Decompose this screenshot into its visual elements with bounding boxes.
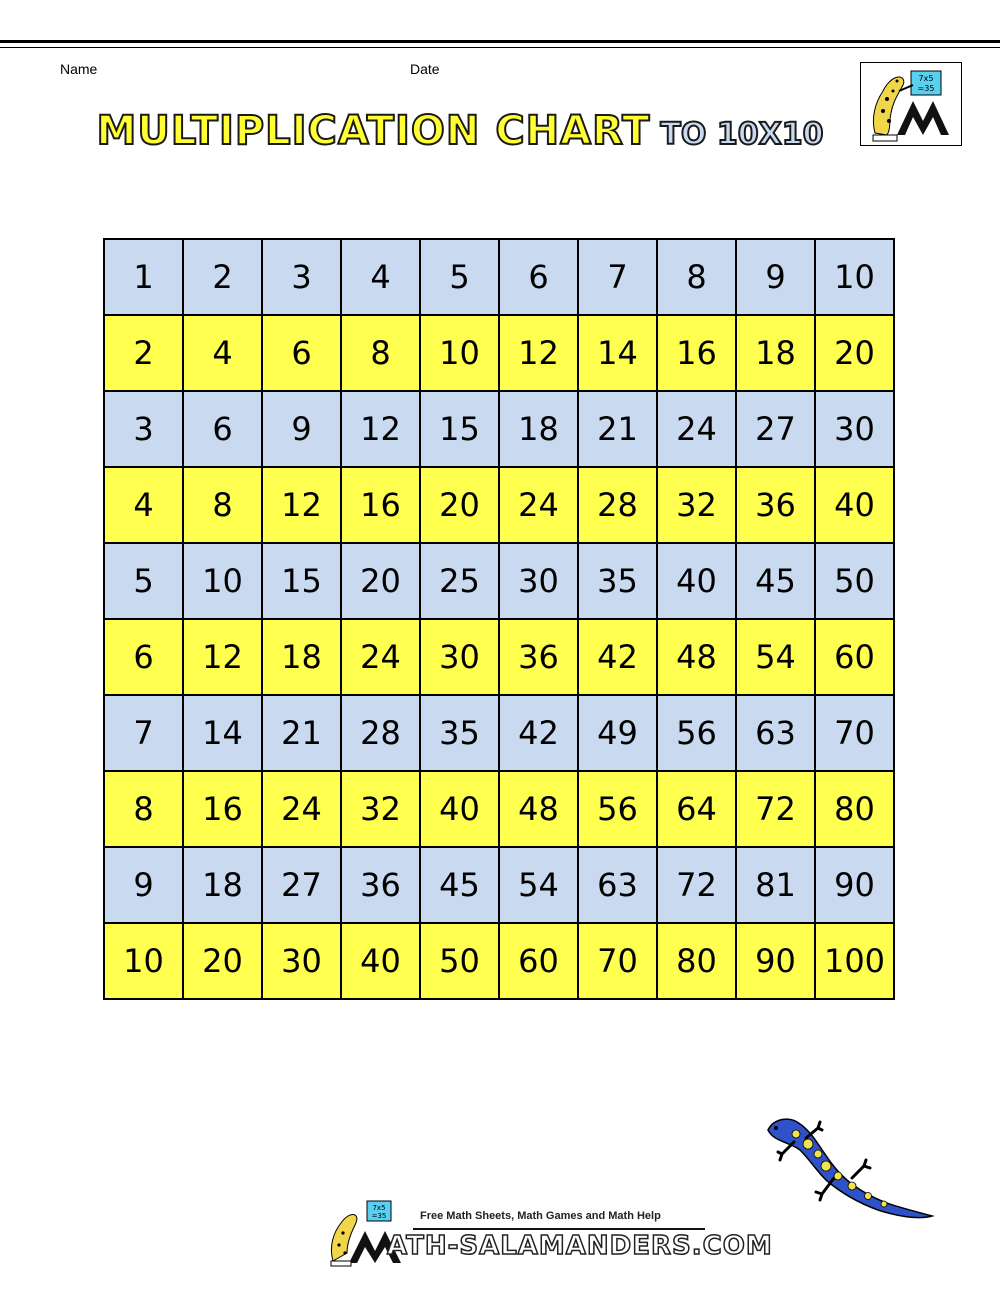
grid-cell: 5 [420,239,499,315]
grid-cell: 20 [420,467,499,543]
grid-cell: 42 [578,619,657,695]
grid-cell: 35 [578,543,657,619]
grid-cell: 8 [104,771,183,847]
grid-cell: 18 [736,315,815,391]
title-sub: TO 10X10 [660,117,824,152]
grid-cell: 56 [657,695,736,771]
grid-cell: 72 [657,847,736,923]
grid-cell: 54 [736,619,815,695]
grid-cell: 6 [499,239,578,315]
grid-row [104,923,894,999]
grid-cell: 36 [736,467,815,543]
grid-cell: 3 [104,391,183,467]
grid-cell: 30 [499,543,578,619]
grid-cell: 12 [262,467,341,543]
grid-cell: 20 [815,315,894,391]
mini-eq-line2: =35 [371,1212,387,1220]
grid-cell: 16 [341,467,420,543]
grid-cell: 27 [736,391,815,467]
grid-cell: 45 [736,543,815,619]
footer-site-name: ATH-SALAMANDERS.COM [387,1231,773,1261]
grid-cell: 64 [657,771,736,847]
grid-cell: 21 [578,391,657,467]
grid-cell: 56 [578,771,657,847]
grid-cell: 28 [578,467,657,543]
grid-cell: 50 [420,923,499,999]
footer-brand [325,1195,773,1270]
grid-row [104,695,894,771]
grid-cell: 7 [104,695,183,771]
grid-cell: 16 [183,771,262,847]
logo-graphic [861,63,961,145]
date-label: Date [410,61,440,77]
grid-cell: 48 [657,619,736,695]
grid-cell: 40 [341,923,420,999]
grid-cell: 9 [104,847,183,923]
grid-cell: 6 [183,391,262,467]
grid-cell: 24 [657,391,736,467]
grid-cell: 28 [341,695,420,771]
grid-cell: 45 [420,847,499,923]
grid-cell: 10 [104,923,183,999]
grid-cell: 48 [499,771,578,847]
grid-cell: 90 [736,923,815,999]
grid-row [104,467,894,543]
grid-cell: 21 [262,695,341,771]
grid-cell: 70 [815,695,894,771]
grid-cell: 8 [341,315,420,391]
grid-cell: 15 [262,543,341,619]
salamander-logo [860,62,962,146]
grid-cell: 10 [183,543,262,619]
grid-row [104,315,894,391]
footer-tagline: Free Math Sheets, Math Games and Math Help [420,1210,661,1222]
grid-cell: 35 [420,695,499,771]
grid-cell: 40 [657,543,736,619]
grid-cell: 30 [262,923,341,999]
grid-cell: 42 [499,695,578,771]
grid-cell: 72 [736,771,815,847]
grid-cell: 70 [578,923,657,999]
grid-cell: 5 [104,543,183,619]
grid-cell: 12 [341,391,420,467]
grid-cell: 18 [499,391,578,467]
multiplication-grid [103,238,895,1000]
grid-cell: 49 [578,695,657,771]
grid-row [104,619,894,695]
mini-eq-line1: 7x5 [372,1204,386,1212]
grid-cell: 20 [341,543,420,619]
grid-cell: 81 [736,847,815,923]
grid-cell: 10 [815,239,894,315]
salamander-illustration [760,1108,940,1228]
grid-cell: 3 [262,239,341,315]
grid-cell: 30 [815,391,894,467]
grid-cell: 30 [420,619,499,695]
grid-cell: 6 [262,315,341,391]
page-title [0,108,920,154]
grid-cell: 80 [657,923,736,999]
grid-cell: 14 [578,315,657,391]
grid-cell: 60 [499,923,578,999]
footer-rule [413,1228,705,1230]
grid-cell: 32 [341,771,420,847]
grid-cell: 10 [420,315,499,391]
grid-cell: 54 [499,847,578,923]
grid-cell: 15 [420,391,499,467]
header-rule-thin [0,47,1000,48]
grid-cell: 4 [183,315,262,391]
grid-cell: 24 [341,619,420,695]
grid-row [104,771,894,847]
title-main: MULTIPLICATION CHART [96,108,651,154]
grid-cell: 25 [420,543,499,619]
grid-cell: 9 [262,391,341,467]
grid-cell: 4 [341,239,420,315]
grid-cell: 60 [815,619,894,695]
grid-row [104,847,894,923]
grid-cell: 7 [578,239,657,315]
grid-cell: 50 [815,543,894,619]
header-rule-thick [0,40,1000,43]
grid-cell: 27 [262,847,341,923]
grid-cell: 24 [499,467,578,543]
grid-cell: 20 [183,923,262,999]
grid-cell: 36 [341,847,420,923]
grid-cell: 2 [104,315,183,391]
grid-cell: 18 [262,619,341,695]
grid-cell: 4 [104,467,183,543]
grid-cell: 1 [104,239,183,315]
grid-cell: 63 [578,847,657,923]
logo-eq-line2: =35 [917,84,935,93]
grid-cell: 24 [262,771,341,847]
grid-cell: 6 [104,619,183,695]
name-label: Name [60,61,98,77]
grid-cell: 8 [657,239,736,315]
grid-cell: 36 [499,619,578,695]
grid-row [104,543,894,619]
logo-eq-line1: 7x5 [918,74,934,83]
grid-cell: 40 [420,771,499,847]
grid-cell: 40 [815,467,894,543]
grid-row [104,239,894,315]
grid-cell: 16 [657,315,736,391]
grid-cell: 2 [183,239,262,315]
grid-cell: 63 [736,695,815,771]
grid-cell: 32 [657,467,736,543]
grid-cell: 12 [183,619,262,695]
grid-cell: 18 [183,847,262,923]
grid-cell: 8 [183,467,262,543]
grid-cell: 100 [815,923,894,999]
grid-cell: 14 [183,695,262,771]
grid-row [104,391,894,467]
grid-cell: 9 [736,239,815,315]
grid-cell: 80 [815,771,894,847]
grid-cell: 12 [499,315,578,391]
grid-cell: 90 [815,847,894,923]
